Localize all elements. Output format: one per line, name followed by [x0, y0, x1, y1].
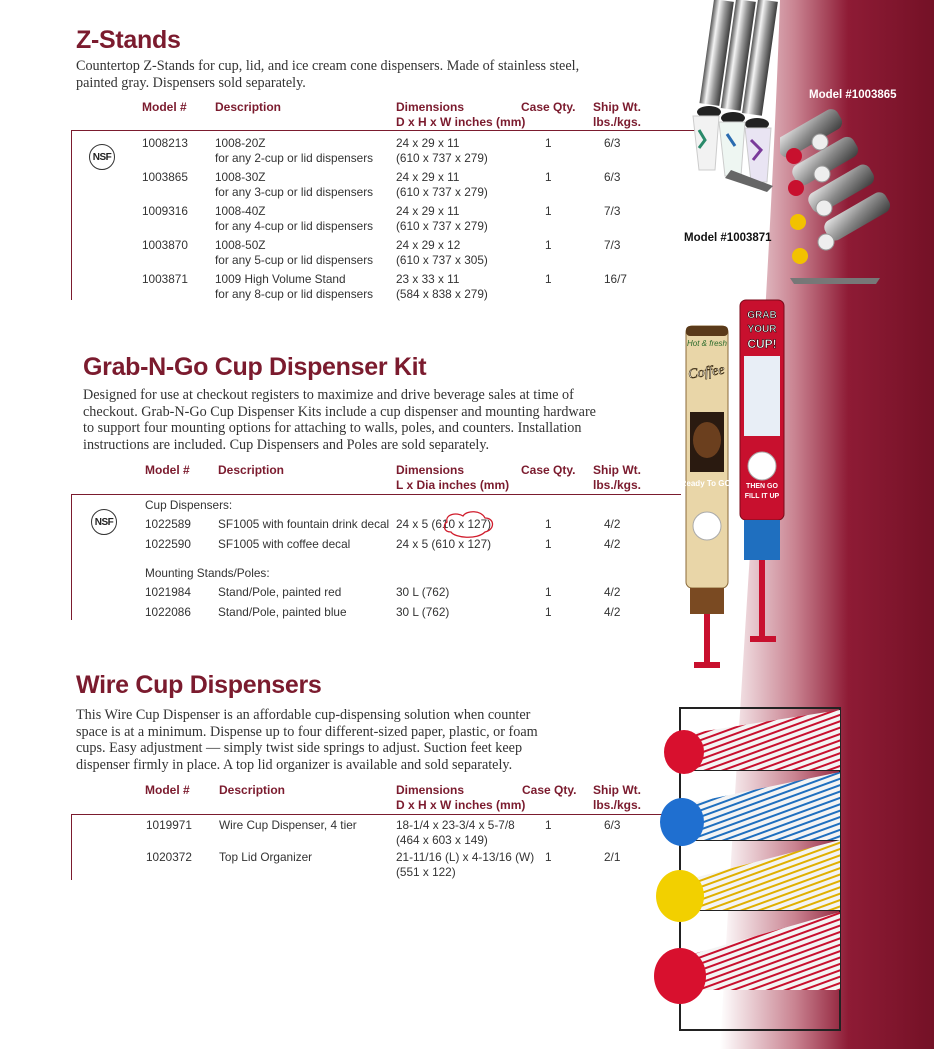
header-ship-line2: lbs./kgs. — [593, 478, 642, 492]
cell-dim: 24 x 29 x 12 — [396, 238, 461, 252]
cell-model: 1021984 — [145, 585, 191, 599]
cell-qty: 1 — [545, 136, 552, 150]
nsf-badge: NSF — [89, 144, 115, 170]
cell-dim-mm: (584 x 838 x 279) — [396, 287, 488, 301]
cell-qty: 1 — [545, 238, 552, 252]
cell-wt: 4/2 — [604, 585, 621, 599]
zstands-title: Z-Stands — [76, 26, 181, 54]
header-dim-line2: L x Dia inches (mm) — [396, 478, 510, 492]
nsf-badge: NSF — [91, 509, 117, 535]
handwritten-circle-annotation — [441, 510, 497, 540]
cell-dim-mm: (551 x 122) — [396, 865, 456, 879]
cell-model: 1003870 — [142, 238, 188, 252]
cell-wt: 4/2 — [604, 517, 621, 531]
cell-wt: 4/2 — [604, 537, 621, 551]
wire-intro-line: space is at a minimum. Dispense up to four different-sized paper, plastic, or foam — [76, 723, 538, 740]
cell-dim: 18-1/4 x 23-3/4 x 5-7/8 — [396, 818, 515, 832]
cell-model: 1008213 — [142, 136, 188, 150]
cell-qty: 1 — [545, 585, 552, 599]
wire-intro-line: cups. Easy adjustment — simply twist side springs to adjust. Suction feet keep — [76, 740, 523, 756]
cell-desc: Stand/Pole, painted blue — [218, 605, 347, 619]
cell-model: 1022590 — [145, 537, 191, 551]
cell-desc-sub: for any 3-cup or lid dispensers — [215, 185, 374, 199]
cell-desc: SF1005 with coffee decal — [218, 537, 351, 551]
grabngo-table-rule-left — [71, 494, 72, 620]
grabngo-header-desc: Description — [218, 463, 285, 477]
cell-dim-mm: (610 x 737 x 279) — [396, 219, 488, 233]
grabngo-table-rule — [71, 494, 681, 495]
cell-dim-mm: (464 x 603 x 149) — [396, 833, 488, 847]
header-ship-line2: lbs./kgs. — [593, 115, 642, 129]
grabngo-header-case: Case Qty. — [521, 463, 576, 477]
header-dim-line1: Dimensions — [396, 463, 465, 477]
cell-wt: 16/7 — [604, 272, 627, 286]
wire-table-rule — [71, 814, 665, 815]
cell-model: 1009316 — [142, 204, 188, 218]
cell-dim: 24 x 29 x 11 — [396, 136, 460, 150]
cell-qty: 1 — [545, 605, 552, 619]
zstands-intro-line: Countertop Z-Stands for cup, lid, and ice cream cone dispensers. Made of stainless steel, — [76, 58, 580, 74]
grabngo-header-dim — [396, 463, 509, 493]
grabngo-intro-line: to support four mounting options for attaching to walls, poles, and counters. Installation — [83, 420, 582, 436]
cell-dim: 24 x 29 x 11 — [396, 170, 460, 184]
cell-dim-mm: (610 x 737 x 305) — [396, 253, 488, 267]
decal-text-grab: GRAB — [747, 310, 777, 321]
cell-desc: 1008-40Z — [215, 204, 266, 218]
grabngo-intro-line: checkout. Grab-N-Go Cup Dispenser Kits include a cup dispenser and mounting hardware — [83, 403, 596, 420]
header-ship-line1: Ship Wt. — [593, 463, 641, 477]
cell-qty: 1 — [545, 204, 552, 218]
cell-desc: 1008-30Z — [215, 170, 266, 184]
wire-table-rule-left — [71, 814, 72, 880]
grabngo-intro-line: Designed for use at checkout registers to maximize and drive beverage sales at time of — [83, 387, 574, 403]
cell-dim: 24 x 29 x 11 — [396, 204, 460, 218]
cell-wt: 2/1 — [604, 850, 621, 864]
header-ship-line1: Ship Wt. — [593, 100, 641, 114]
cell-desc: SF1005 with fountain drink decal — [218, 517, 390, 531]
cell-dim: 30 L (762) — [396, 605, 450, 619]
cell-model: 1003865 — [142, 170, 188, 184]
zstand-5cup-image — [780, 108, 890, 288]
zstands-header-desc: Description — [215, 100, 282, 114]
cell-model: 1019971 — [146, 818, 192, 832]
cell-wt: 6/3 — [604, 818, 621, 832]
cell-desc-sub: for any 2-cup or lid dispensers — [215, 151, 374, 165]
zstands-header-dim — [396, 100, 525, 130]
cell-dim: 23 x 33 x 11 — [396, 272, 460, 286]
cell-desc: Top Lid Organizer — [219, 850, 313, 864]
zstands-table-rule-left — [71, 130, 72, 300]
cell-desc: Wire Cup Dispenser, 4 tier — [219, 818, 357, 832]
cell-desc: 1008-50Z — [215, 238, 266, 252]
cell-wt: 4/2 — [604, 605, 621, 619]
decal-text-your: YOUR — [747, 324, 777, 335]
wire-header-desc: Description — [219, 783, 286, 797]
wire-intro-line: This Wire Cup Dispenser is an affordable cup-dispensing solution when counter — [76, 707, 531, 723]
wire-header-model: Model # — [145, 783, 190, 797]
header-dim-line1: Dimensions — [396, 783, 465, 797]
wire-header-case: Case Qty. — [522, 783, 577, 797]
grabngo-intro — [83, 387, 596, 453]
cell-model: 1003871 — [142, 272, 188, 286]
zstands-intro — [76, 58, 579, 91]
cell-desc-sub: for any 4-cup or lid dispensers — [215, 219, 374, 233]
cell-desc: 1009 High Volume Stand — [215, 272, 346, 286]
caption-model-1003871: Model #1003871 — [684, 232, 772, 244]
cell-desc: Stand/Pole, painted red — [218, 585, 342, 599]
cell-qty: 1 — [545, 850, 552, 864]
cell-wt: 6/3 — [604, 136, 621, 150]
cell-dim-mm: (610 x 737 x 279) — [396, 185, 488, 199]
cell-wt: 6/3 — [604, 170, 621, 184]
grabngo-intro-line: instructions are included. Cup Dispensers and Poles are sold separately. — [83, 436, 490, 453]
cell-qty: 1 — [545, 517, 552, 531]
cell-dim: 30 L (762) — [396, 585, 450, 599]
header-ship-line1: Ship Wt. — [593, 783, 641, 797]
zstands-header-ship — [593, 100, 641, 130]
decal-text-then-go: THEN GO — [746, 483, 778, 490]
cell-desc-sub: for any 8-cup or lid dispensers — [215, 287, 374, 301]
cell-qty: 1 — [545, 170, 552, 184]
cell-model: 1022086 — [145, 605, 191, 619]
grabngo-group-cup-dispensers: Cup Dispensers: — [145, 498, 233, 512]
decal-text-ready: Ready To GO! — [680, 479, 734, 488]
header-dim-line2: D x H x W inches (mm) — [396, 798, 526, 812]
wire-header-ship — [593, 783, 641, 813]
zstands-header-case: Case Qty. — [521, 100, 576, 114]
grabngo-group-mounting-stands: Mounting Stands/Poles: — [145, 566, 270, 580]
cell-wt: 7/3 — [604, 204, 621, 218]
caption-model-1003865: Model #1003865 — [809, 89, 897, 101]
cell-dim-mm: (610 x 737 x 279) — [396, 151, 488, 165]
decal-text-fill-it-up: FILL IT UP — [744, 493, 780, 500]
grabngo-header-model: Model # — [145, 463, 190, 477]
cell-desc: 1008-20Z — [215, 136, 266, 150]
wire-cup-dispenser-image — [650, 700, 850, 1045]
decal-text-cup: CUP! — [747, 337, 777, 351]
header-dim-line1: Dimensions — [396, 100, 465, 114]
cell-wt: 7/3 — [604, 238, 621, 252]
cup-dispenser-image — [734, 296, 794, 656]
wire-title: Wire Cup Dispensers — [76, 671, 322, 699]
coffee-dispenser-image — [678, 322, 738, 682]
grabngo-header-ship — [593, 463, 641, 493]
cell-dim: 24 x 5 (610 x 127) — [396, 537, 492, 551]
zstands-header-model: Model # — [142, 100, 187, 114]
cell-qty: 1 — [545, 818, 552, 832]
wire-header-dim — [396, 783, 525, 813]
cell-desc-sub: for any 5-cup or lid dispensers — [215, 253, 374, 267]
wire-intro — [76, 707, 538, 773]
wire-intro-line: dispenser firmly in place. A top lid organizer is available and sold separately. — [76, 756, 513, 773]
decal-text-coffee: Coffee — [687, 362, 726, 383]
cell-dim: 21-11/16 (L) x 4-13/16 (W) — [396, 850, 535, 864]
cell-qty: 1 — [545, 537, 552, 551]
decal-text-hot-fresh: Hot & fresh — [686, 339, 728, 348]
cell-dim: 24 x 5 (610 x 127) — [396, 517, 492, 531]
zstands-intro-line: painted gray. Dispensers sold separately. — [76, 74, 306, 91]
zstands-table-rule — [71, 130, 715, 131]
cell-model: 1020372 — [146, 850, 192, 864]
grabngo-title: Grab-N-Go Cup Dispenser Kit — [83, 353, 427, 381]
cell-qty: 1 — [545, 272, 552, 286]
header-ship-line2: lbs./kgs. — [593, 798, 642, 812]
cell-model: 1022589 — [145, 517, 191, 531]
header-dim-line2: D x H x W inches (mm) — [396, 115, 526, 129]
